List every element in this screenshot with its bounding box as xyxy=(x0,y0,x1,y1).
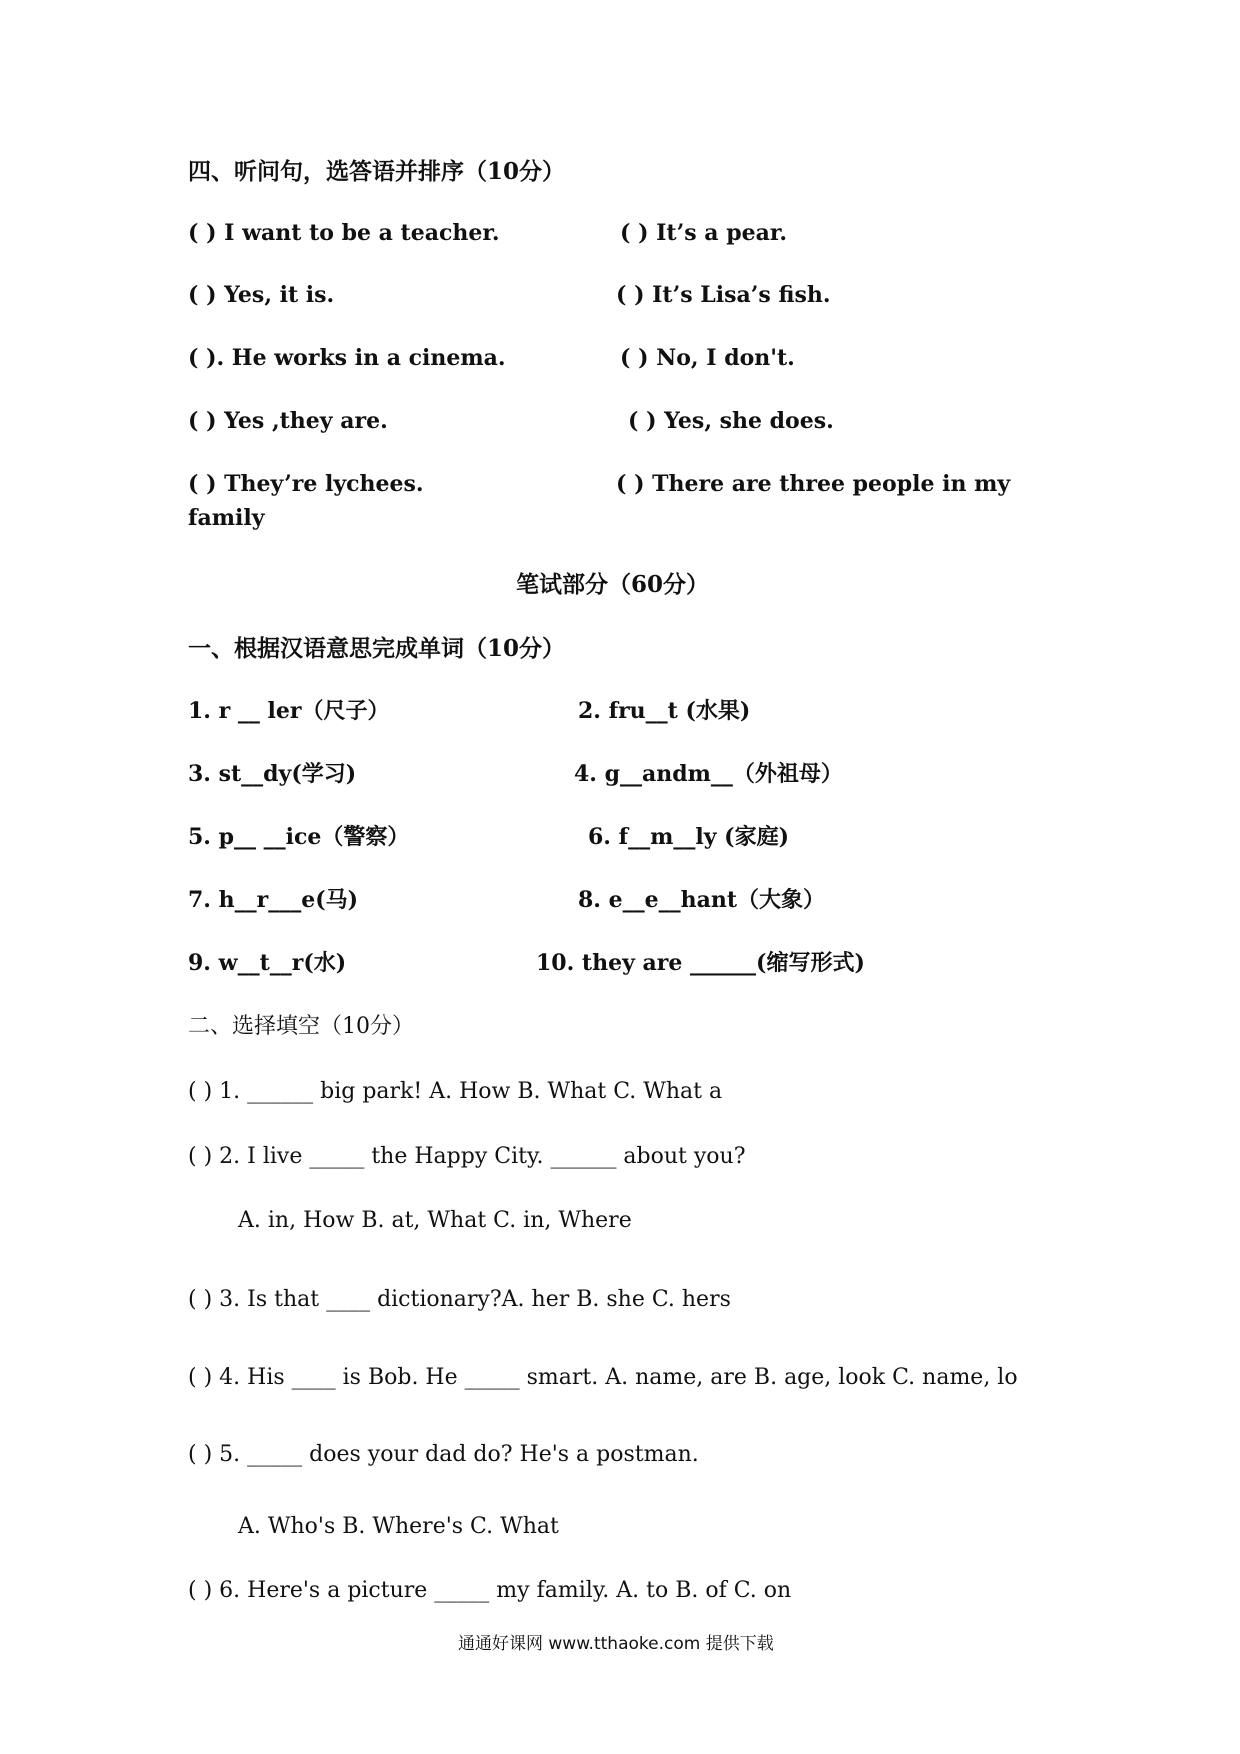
choice-question: ( ) 4. His ____ is Bob. He _____ smart. A. name, are B. age, look C. name, lo xyxy=(188,1365,1018,1390)
word-item: 10. they are ______(缩写形式) xyxy=(536,950,865,976)
written-section-title: 笔试部分（60分） xyxy=(516,571,710,598)
part-2-heading: 二、选择填空（10分） xyxy=(188,1014,414,1039)
word-item: 5. p__ __ice（警察） xyxy=(188,824,410,850)
listening-item: ( ) Yes, she does. xyxy=(628,408,834,434)
word-item: 4. g__andm__（外祖母） xyxy=(574,761,843,787)
word-item: 6. f__m__ly (家庭) xyxy=(588,824,789,850)
word-item: 3. st__dy(学习) xyxy=(188,761,357,787)
listening-item: ( ) They’re lychees. xyxy=(188,471,424,497)
listening-item: ( ) Yes ,they are. xyxy=(188,408,388,434)
choice-options: A. Who's B. Where's C. What xyxy=(238,1514,559,1539)
footer-credit: 通通好课网 www.tthaoke.com 提供下载 xyxy=(458,1634,774,1654)
listening-item: ( ) It’s Lisa’s fish. xyxy=(616,282,831,308)
listening-item: ( ) I want to be a teacher. xyxy=(188,220,500,246)
choice-options: A. in, How B. at, What C. in, Where xyxy=(238,1208,632,1233)
choice-question: ( ) 3. Is that ____ dictionary?A. her B. she C. hers xyxy=(188,1287,731,1312)
listening-item: ( ) Yes, it is. xyxy=(188,282,335,308)
word-item: 1. r __ ler（尺子） xyxy=(188,698,390,724)
listening-item: ( ) It’s a pear. xyxy=(620,220,788,246)
listening-item-continued: family xyxy=(188,505,265,531)
section-4-heading: 四、听问句，选答语并排序（10分） xyxy=(188,158,566,185)
listening-item: ( ) There are three people in my xyxy=(616,471,1011,497)
word-item: 2. fru__t (水果) xyxy=(578,698,751,724)
part-1-heading: 一、根据汉语意思完成单词（10分） xyxy=(188,635,566,662)
word-item: 8. e__e__hant（大象） xyxy=(578,887,826,913)
word-item: 9. w__t__r(水) xyxy=(188,950,347,976)
listening-item: ( ). He works in a cinema. xyxy=(188,345,506,371)
choice-question: ( ) 5. _____ does your dad do? He's a postman. xyxy=(188,1442,699,1467)
word-item: 7. h__r___e(马) xyxy=(188,887,359,913)
choice-question: ( ) 1. ______ big park! A. How B. What C. What a xyxy=(188,1079,723,1104)
choice-question: ( ) 6. Here's a picture _____ my family. A. to B. of C. on xyxy=(188,1578,792,1603)
choice-question: ( ) 2. I live _____ the Happy City. ______ about you? xyxy=(188,1144,746,1169)
listening-item: ( ) No, I don't. xyxy=(620,345,795,371)
